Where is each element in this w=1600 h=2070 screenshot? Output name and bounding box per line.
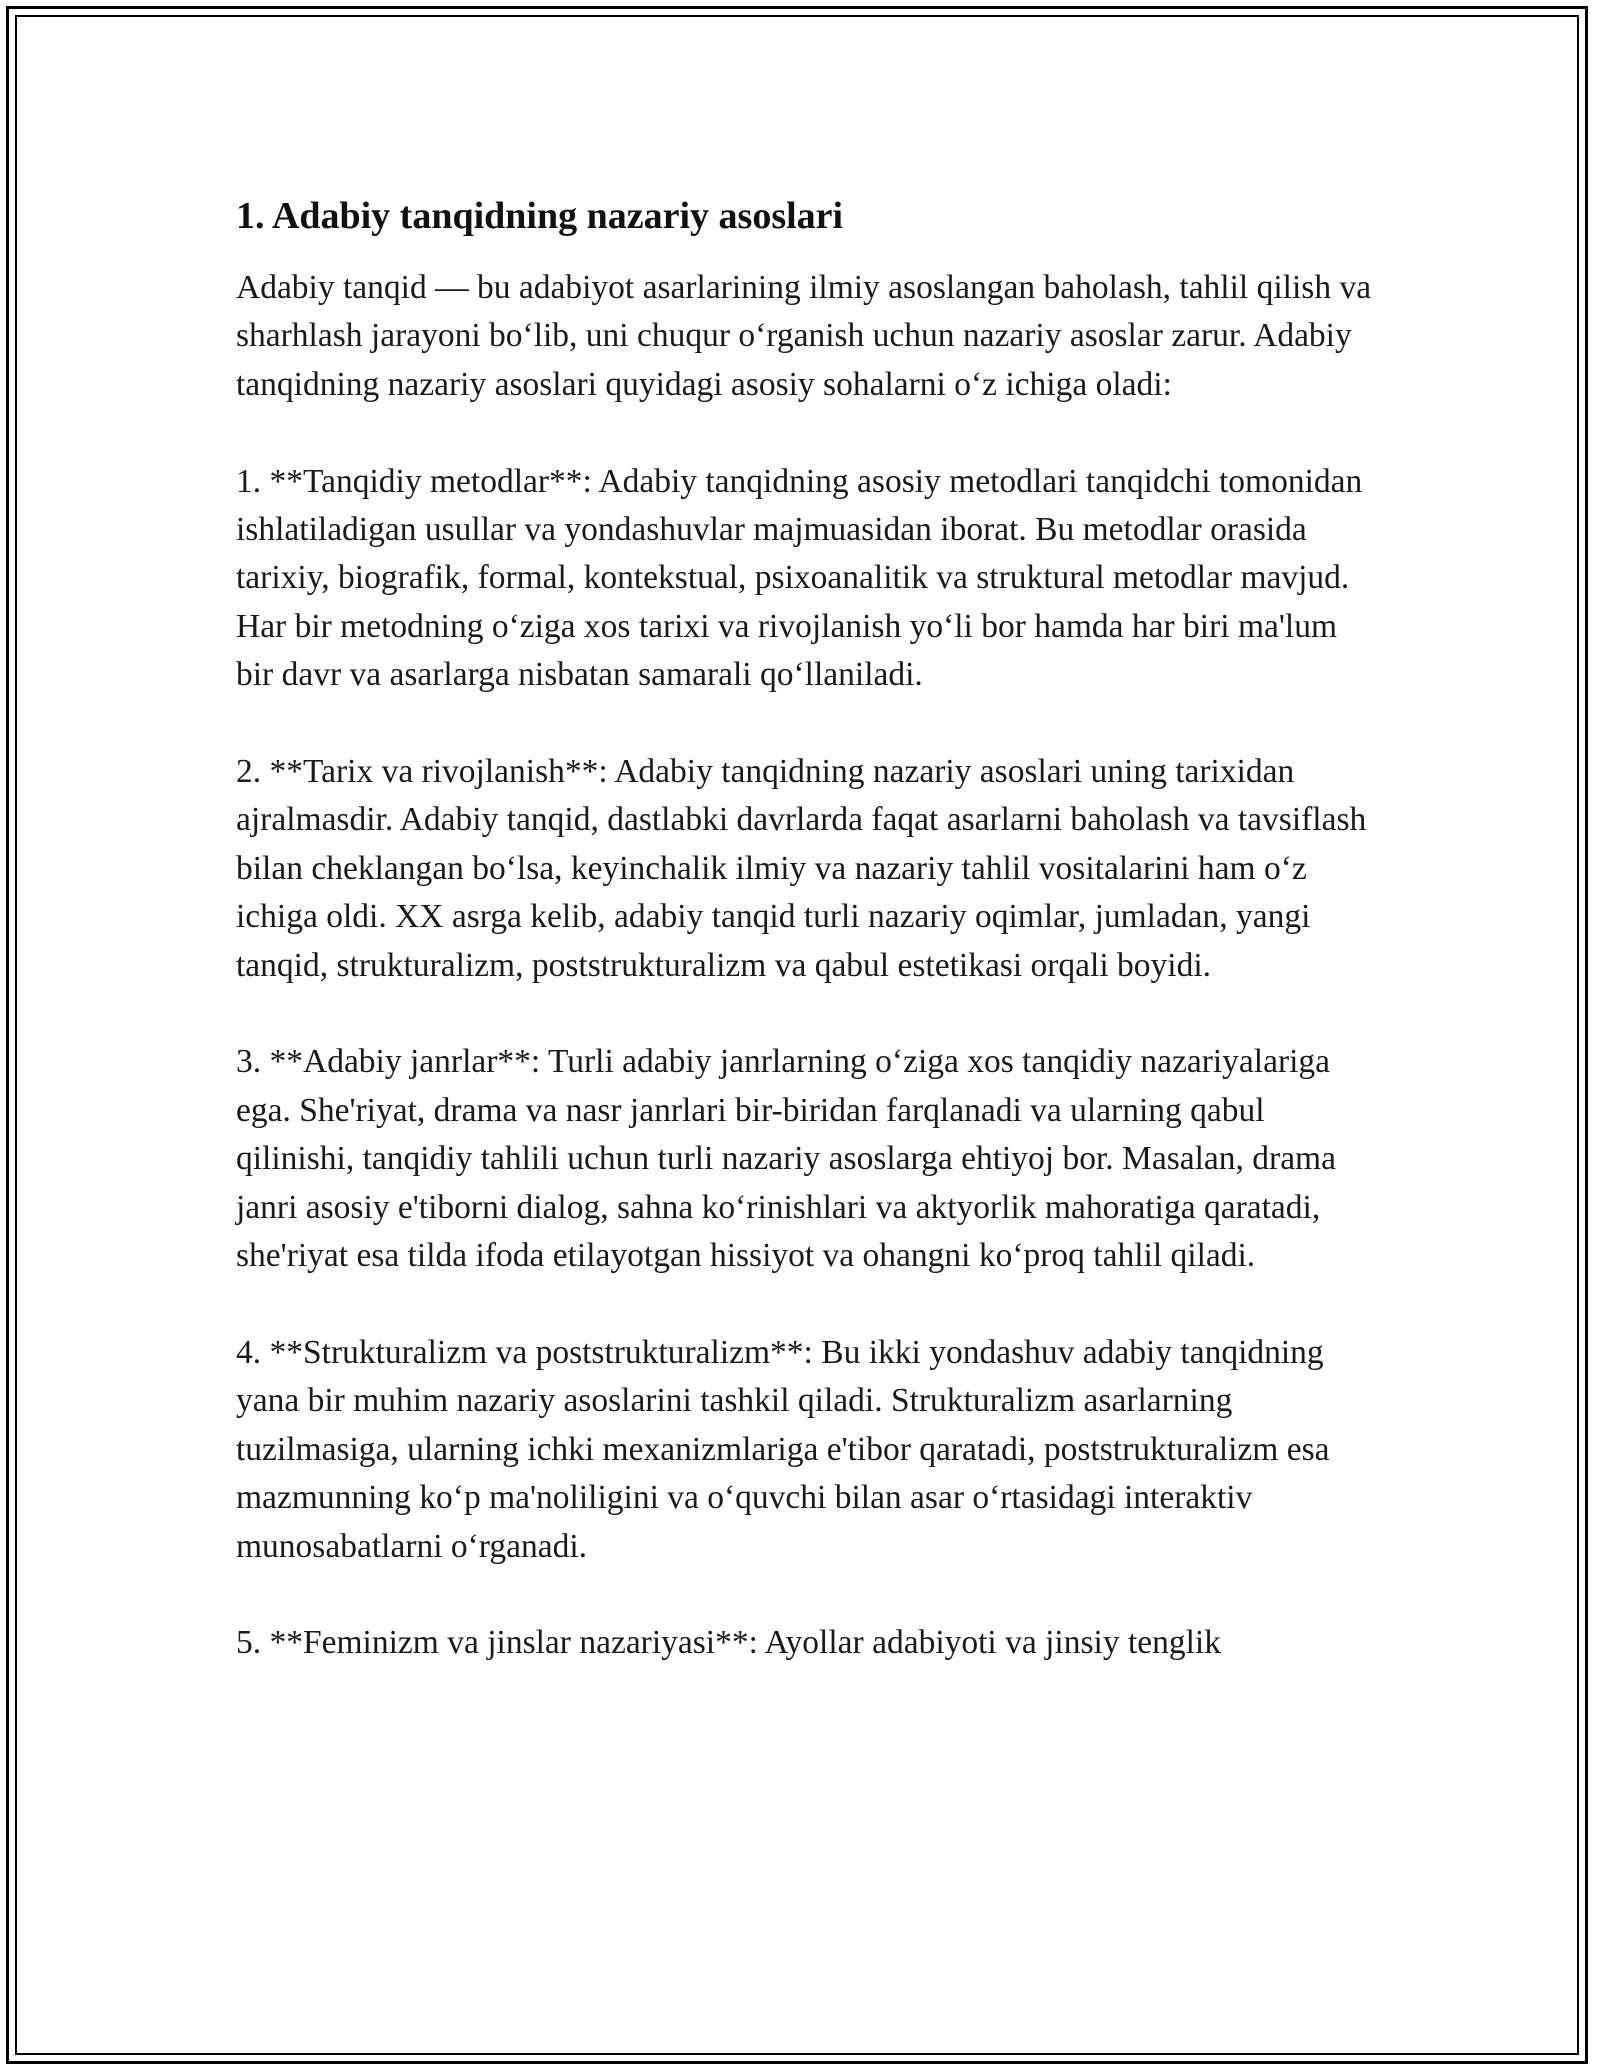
- section-heading: 1. Adabiy tanqidning nazariy asoslari: [236, 195, 844, 237]
- intro-paragraph: Adabiy tanqid — bu adabiyot asarlarining ilmiy asoslangan baholash, tahlil qilish va sharhlash jarayoni bo‘lib, uni chuqur o‘rganish uchun nazariy asoslar zarur. Adabiy tanqidning nazariy asoslari quyidagi asosiy sohalarni o‘z ichiga oladi:: [236, 269, 1372, 403]
- paragraph-strukturalizm: 4. **Strukturalizm va poststrukturalizm**: Bu ikki yondashuv adabiy tanqidning yana bir muhim nazariy asoslarini tashkil qiladi. Strukturalizm asarlarning tuzilmasiga, ularning ichki mexanizmlariga e'tibor qaratadi, poststrukturalizm esa mazmunning ko‘p ma'noliligini va o‘quvchi bilan asar o‘rtasidagi interaktiv munosabatlarni o‘rganadi.: [236, 1333, 1330, 1565]
- paragraph-feminizm: 5. **Feminizm va jinslar nazariyasi**: Ayollar adabiyoti va jinsiy tenglik: [236, 1624, 1221, 1662]
- paragraph-tanqidiy-metodlar: 1. **Tanqidiy metodlar**: Adabiy tanqidning asosiy metodlari tanqidchi tomonidan ishlatiladigan usullar va yondashuvlar majmuasidan iborat. Bu metodlar orasida tarixiy, biografik, formal, kontekstual, psixoanalitik va struktural metodlar mavjud. Har bir metodning o‘ziga xos tarixi va rivojlanish yo‘li bor hamda har biri ma'lum bir davr va asarlarga nisbatan samarali qo‘llaniladi.: [236, 462, 1363, 694]
- paragraph-tarix-va-rivojlanish: 2. **Tarix va rivojlanish**: Adabiy tanqidning nazariy asoslari uning tarixidan ajralmasdir. Adabiy tanqid, dastlabki davrlarda faqat asarlarni baholash va tavsiflash bilan cheklangan bo‘lsa, keyinchalik ilmiy va nazariy tahlil vositalarini ham o‘z ichiga oldi. XX asrga kelib, adabiy tanqid turli nazariy oqimlar, jumladan, yangi tanqid, strukturalizm, poststrukturalizm va qabul estetikasi orqali boyidi.: [236, 753, 1367, 984]
- document-body: [236, 188, 1376, 1668]
- paragraph-adabiy-janrlar: 3. **Adabiy janrlar**: Turli adabiy janrlarning o‘ziga xos tanqidiy nazariyalariga ega. She'riyat, drama va nasr janrlari bir-biridan farqlanadi va ularning qabul qilinishi, tanqidiy tahlili uchun turli nazariy asoslarga ehtiyoj bor. Masalan, drama janri asosiy e'tiborni dialog, sahna ko‘rinishlari va aktyorlik mahoratiga qaratadi, she'riyat esa tilda ifoda etilayotgan hissiyot va ohangni ko‘proq tahlil qiladi.: [236, 1043, 1336, 1275]
